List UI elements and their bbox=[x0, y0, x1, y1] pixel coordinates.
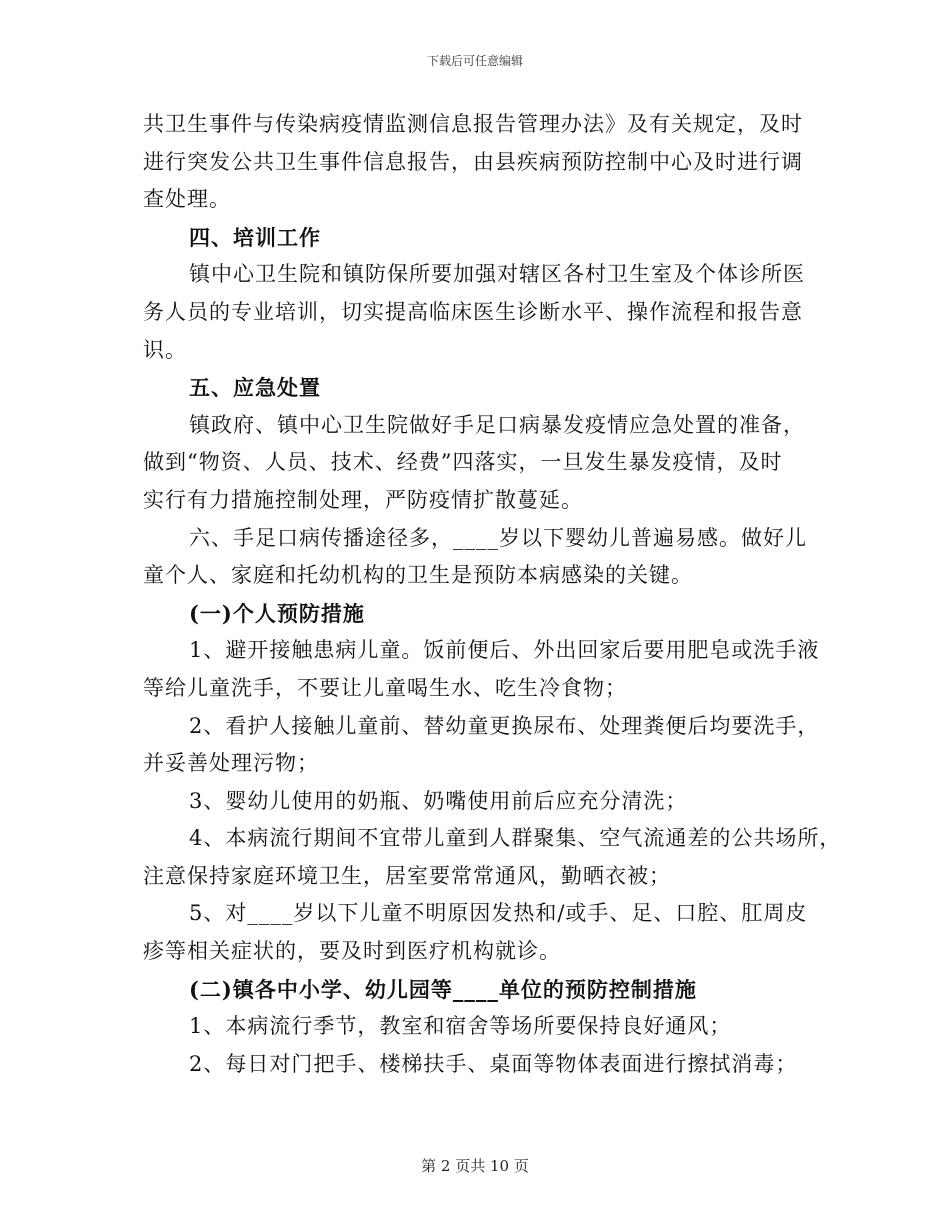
text-line: 进行突发公共卫生事件信息报告，由县疾病预防控制中心及时进行调 bbox=[143, 149, 803, 174]
text-line: 识。 bbox=[143, 337, 187, 362]
list-item: 2、看护人接触儿童前、替幼童更换尿布、处理粪便后均要洗手， bbox=[189, 713, 820, 738]
page-header: 下载后可任意编辑 bbox=[426, 54, 523, 68]
subsection-heading: (二)镇各中小学、幼儿园等____单位的预防控制措施 bbox=[189, 976, 697, 1002]
text-line: 等给儿童洗手，不要让儿童喝生水、吃生冷食物； bbox=[143, 675, 627, 700]
text-line: 镇中心卫生院和镇防保所要加强对辖区各村卫生室及个体诊所医 bbox=[189, 262, 805, 287]
list-item: 5、对____岁以下儿童不明原因发热和/或手、足、口腔、肛周皮 bbox=[189, 901, 808, 926]
text-line: 共卫生事件与传染病疫情监测信息报告管理办法》及有关规定，及时 bbox=[143, 112, 803, 136]
text-line: 实行有力措施控制处理，严防疫情扩散蔓延。 bbox=[143, 487, 583, 512]
section-heading: 五、应急处置 bbox=[189, 375, 321, 401]
text-line: 童个人、家庭和托幼机构的卫生是预防本病感染的关键。 bbox=[143, 563, 693, 588]
text-line: 镇政府、镇中心卫生院做好手足口病暴发疫情应急处置的准备， bbox=[189, 412, 805, 437]
text-line: 注意保持家庭环境卫生，居室要常常通风，勤晒衣被； bbox=[143, 863, 671, 888]
list-item: 1、本病流行季节，教室和宿舍等场所要保持良好通风； bbox=[189, 1014, 732, 1039]
text-line: 并妥善处理污物； bbox=[143, 751, 319, 776]
text-line: 六、手足口病传播途径多，____岁以下婴幼儿普遍易感。做好儿 bbox=[189, 525, 807, 550]
list-item: 4、本病流行期间不宜带儿童到人群聚集、空气流通差的公共场所， bbox=[189, 826, 842, 851]
subsection-heading: (一)个人预防措施 bbox=[189, 600, 365, 626]
document-body bbox=[143, 106, 842, 1083]
text-line: 务人员的专业培训，切实提高临床医生诊断水平、操作流程和报告意 bbox=[143, 299, 803, 324]
text-line: 查处理。 bbox=[143, 187, 231, 212]
list-item: 3、婴幼儿使用的奶瓶、奶嘴使用前后应充分清洗； bbox=[189, 788, 688, 813]
text-line: 做到“物资、人员、技术、经费”四落实，一旦发生暴发疫情，及时 bbox=[143, 450, 783, 475]
list-item: 1、避开接触患病儿童。饭前便后、外出回家后要用肥皂或洗手液 bbox=[189, 638, 820, 663]
text-line: 疹等相关症状的，要及时到医疗机构就诊。 bbox=[143, 939, 561, 964]
section-heading: 四、培训工作 bbox=[189, 224, 321, 250]
page-number: 第 2 页共 10 页 bbox=[421, 1157, 529, 1175]
list-item: 2、每日对门把手、楼梯扶手、桌面等物体表面进行擦拭消毒； bbox=[189, 1051, 798, 1076]
